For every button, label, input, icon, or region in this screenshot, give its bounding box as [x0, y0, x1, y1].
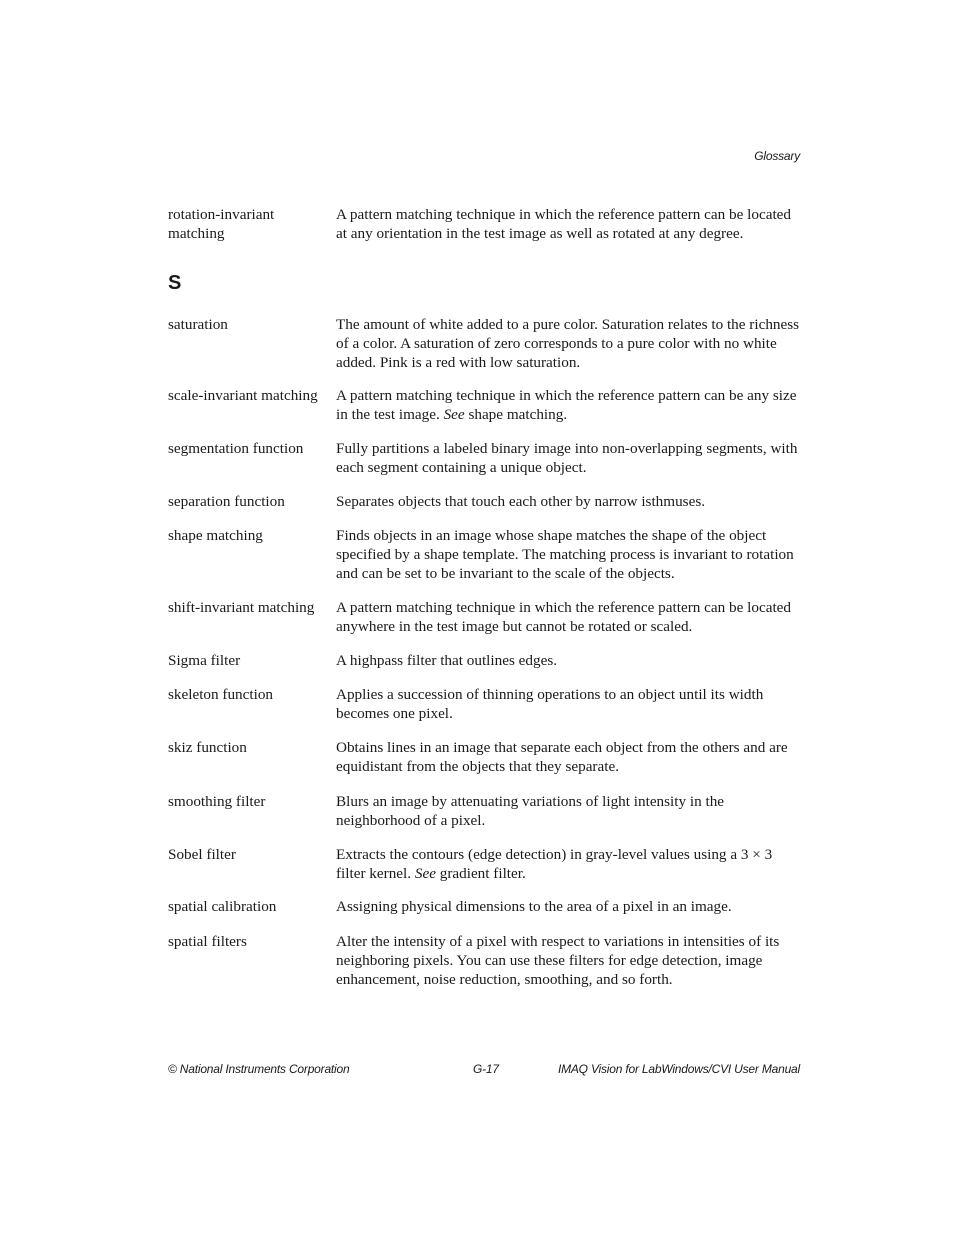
glossary-definition: Finds objects in an image whose shape matches the shape of the object specified by a shape template. The matching process is invariant to rotation and can be set to be invariant to the scale of the objects.	[336, 527, 794, 582]
glossary-definition: The amount of white added to a pure color. Saturation relates to the richness of a color. A saturation of zero corresponds to a pure color with no white added. Pink is a red with low saturation.	[336, 316, 800, 371]
glossary-definition	[336, 386, 802, 424]
glossary-definition: Assigning physical dimensions to the area of a pixel in an image.	[336, 898, 732, 915]
see-target: shape matching.	[468, 406, 568, 423]
glossary-term: Sigma filter	[168, 652, 241, 669]
see-reference: See	[443, 406, 465, 423]
glossary-term: Sobel filter	[168, 846, 236, 863]
see-reference: See	[414, 865, 436, 882]
glossary-term: segmentation function	[168, 440, 304, 457]
letter-heading: S	[168, 272, 182, 294]
glossary-term: skiz function	[168, 739, 247, 756]
glossary-term: scale-invariant matching	[168, 387, 318, 404]
glossary-definition: Blurs an image by attenuating variations of light intensity in the neighborhood of a pixel.	[336, 793, 725, 829]
running-header: Glossary	[754, 149, 800, 163]
glossary-term: rotation-invariant matching	[168, 206, 275, 242]
definition-text: A pattern matching technique in which the reference pattern can be any size in the test image.	[336, 387, 797, 423]
glossary-definition: A pattern matching technique in which the reference pattern can be located anywhere in the test image but cannot be rotated or scaled.	[336, 599, 791, 635]
glossary-term: spatial calibration	[168, 898, 277, 915]
glossary-definition: Fully partitions a labeled binary image into non-overlapping segments, with each segment containing a unique object.	[336, 440, 798, 476]
glossary-term: shape matching	[168, 527, 263, 544]
manual-title: IMAQ Vision for LabWindows/CVI User Manual	[557, 1062, 800, 1076]
glossary-term: separation function	[168, 493, 285, 510]
glossary-term: shift-invariant matching	[168, 599, 315, 616]
glossary-definition: Obtains lines in an image that separate each object from the others and are equidistant from the objects that they separate.	[336, 739, 788, 775]
footer-copyright: © National Instruments Corporation	[168, 1062, 350, 1076]
see-target: gradient filter.	[439, 865, 526, 882]
glossary-term: spatial filters	[168, 933, 247, 950]
glossary-term: saturation	[168, 316, 228, 333]
glossary-term: skeleton function	[168, 686, 274, 703]
glossary-definition: Separates objects that touch each other by narrow isthmuses.	[336, 493, 706, 510]
glossary-term: smoothing filter	[168, 793, 266, 810]
definition-text: Extracts the contours (edge detection) in gray-level values using a 3 × 3 filter kernel.	[336, 846, 773, 882]
glossary-definition	[336, 845, 802, 883]
glossary-definition: Alter the intensity of a pixel with respect to variations in intensities of its neighboring pixels. You can use these filters for edge detection, image enhancement, noise reduction, smoothing, and so forth.	[336, 933, 780, 988]
page-number: G-17	[473, 1062, 499, 1076]
glossary-definition: A highpass filter that outlines edges.	[336, 652, 558, 669]
glossary-definition: A pattern matching technique in which the reference pattern can be located at any orientation in the test image as well as rotated at any degree.	[336, 206, 791, 242]
glossary-definition: Applies a succession of thinning operations to an object until its width becomes one pixel.	[336, 686, 764, 722]
